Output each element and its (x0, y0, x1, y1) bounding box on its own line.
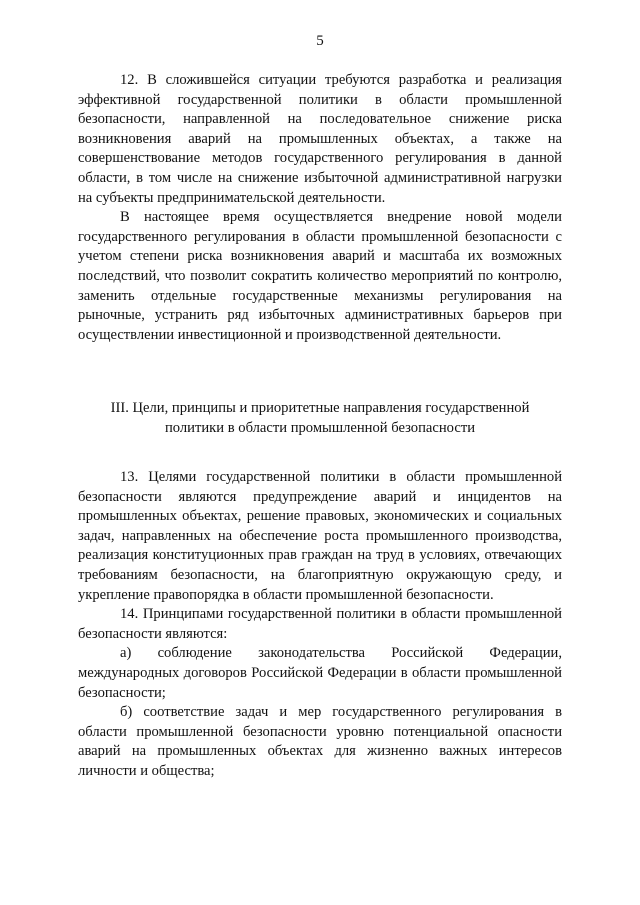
section-heading-line-1: III. Цели, принципы и приоритетные направления государственной (110, 400, 530, 416)
section-heading-line-2: политики в области промышленной безопасности (164, 419, 476, 436)
paragraph-13: 13. Целями государственной политики в области промышленной безопасности являются предупреждение аварий и инцидентов на промышленных объектах, решение правовых, экономических и социальных задач, направленных на обеспечение роста промышленного производства, реализация конституционных прав граждан на труд в условиях, отвечающих требованиям безопасности, на благоприятную окружающую среду, и укрепление правопорядка в области промышленной безопасности. (78, 469, 562, 603)
paragraph-14: 14. Принципами государственной политики в области промышленной безопасности являются: (78, 606, 562, 642)
paragraph-new-model: В настоящее время осуществляется внедрение новой модели государственного регулирования в области промышленной безопасности с учетом степени риска возникновения аварий и масштаба их возможных последствий, что позволит сократить количество мероприятий по контролю, заменить отдельные государственные механизмы регулирования на рыночные, устранить ряд избыточных административных барьеров при осуществлении инвестиционной и производственной деятельности. (78, 209, 562, 343)
section-heading (78, 399, 562, 438)
text-block-goals (78, 468, 562, 782)
text-block-intro (78, 71, 562, 345)
paragraph-14-b: б) соответствие задач и мер государственного регулирования в области промышленной безопасности уровню потенциальной опасности аварий на промышленных объектах для жизненно важных интересов личности и общества; (78, 704, 562, 779)
paragraph-12: 12. В сложившейся ситуации требуются разработка и реализация эффективной государственной политики в области промышленной безопасности, направленной на последовательное снижение риска возникновения аварий на промышленных объектах, а также на совершенствование методов государственного регулирования в данной области, в том числе на снижение избыточной административной нагрузки на субъекты предпринимательской деятельности. (78, 72, 562, 206)
page-number: 5 (316, 33, 324, 49)
paragraph-14-a: а) соблюдение законодательства Российской Федерации, международных договоров Российской Федерации в области промышленной безопасности; (78, 645, 562, 701)
